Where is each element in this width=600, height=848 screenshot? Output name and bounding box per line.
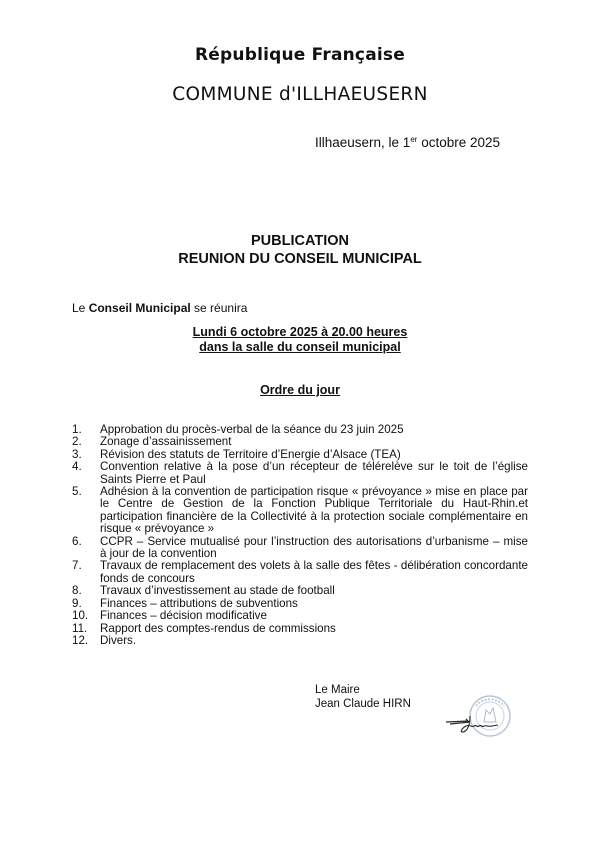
agenda-item-text: Zonage d’assainissement (100, 435, 232, 449)
agenda-item-number: 3. (72, 447, 82, 461)
agenda-item-number: 11. (72, 621, 88, 635)
agenda-item-number: 4. (72, 460, 82, 474)
meeting-info (0, 325, 600, 355)
date-line (315, 135, 500, 150)
agenda-title: Ordre du jour (260, 383, 340, 397)
agenda-list (72, 424, 528, 647)
intro-line (72, 301, 247, 315)
agenda-item-number: 7. (72, 559, 82, 573)
agenda-item-text: Approbation du procès-verbal de la séance du 23 juin 2025 (100, 423, 404, 436)
agenda-item (72, 623, 528, 635)
intro-prefix: Le (72, 301, 89, 315)
agenda-item-text: Travaux d’investissement au stade de football (100, 584, 335, 598)
agenda-item-number: 10. (72, 609, 89, 623)
agenda-item-number: 1. (72, 423, 82, 436)
agenda-item-text: Convention relative à la pose d’un récepteur de télérelève sur le toit de l’église Saints Pierre et Paul (100, 460, 528, 486)
agenda-item-number: 5. (72, 485, 82, 499)
agenda-item (72, 486, 528, 536)
header-commune: COMMUNE d'ILLHAEUSERN (172, 84, 428, 105)
publication-subtitle: REUNION DU CONSEIL MUNICIPAL (178, 251, 422, 267)
agenda-item (72, 635, 528, 647)
agenda-item-text: Rapport des comptes-rendus de commissions (100, 621, 336, 635)
agenda-item-text: CCPR – Service mutualisé pour l’instruction des autorisations d’urbanisme – mise à jour de la convention (100, 534, 528, 561)
agenda-item-number: 6. (72, 534, 82, 548)
date-superscript: er (410, 135, 418, 144)
signature-block (315, 684, 411, 711)
agenda-item-text: Adhésion à la convention de participation risque « prévoyance » mise en place par le Centre de Gestion de la Fonction Publique Territoriale du Haut-Rhin.et participation financière de la Collectivité à la protection sociale complémentaire en risque « prévoyance » (100, 485, 528, 536)
meeting-when: Lundi 6 octobre 2025 à 20.00 heures (192, 325, 408, 339)
publication-title: PUBLICATION (250, 233, 349, 249)
header-republic: République Française (195, 45, 405, 65)
intro-bold: Conseil Municipal (88, 301, 191, 315)
date-prefix: Illhaeusern, le 1 (315, 135, 411, 150)
signature-role: Le Maire (315, 684, 360, 696)
agenda-item-text: Divers. (100, 633, 137, 647)
agenda-item-number: 2. (72, 435, 82, 449)
agenda-item-text: Finances – attributions de subventions (100, 596, 298, 610)
agenda-item-text: Travaux de remplacement des volets à la salle des fêtes - délibération concordante fonds de concours (100, 559, 528, 585)
agenda-item (72, 560, 528, 585)
agenda-item-text: Finances – décision modificative (100, 609, 267, 623)
agenda-item (72, 461, 528, 486)
official-seal-icon (470, 696, 510, 736)
agenda-item-number: 8. (72, 584, 82, 598)
publication-heading (0, 232, 600, 268)
signature-and-seal (440, 692, 515, 747)
signature-name: Jean Claude HIRN (315, 697, 411, 710)
agenda-item (72, 536, 528, 561)
date-suffix: octobre 2025 (417, 135, 500, 150)
meeting-where: dans la salle du conseil municipal (199, 340, 401, 354)
agenda-item-text: Révision des statuts de Territoire d’Energie d’Alsace (TEA) (100, 447, 401, 461)
agenda-item-number: 12. (72, 633, 89, 647)
agenda-item-number: 9. (72, 596, 82, 610)
intro-suffix: se réunira (190, 301, 248, 315)
